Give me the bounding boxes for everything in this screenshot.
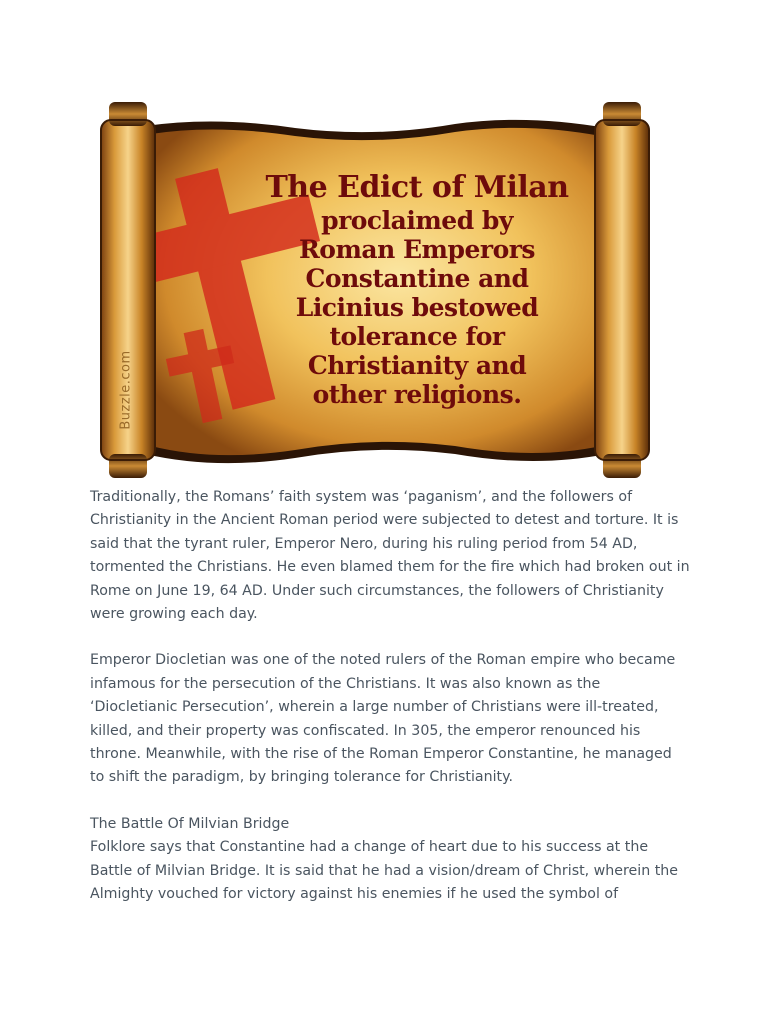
scroll-line: Licinius bestowed [295, 293, 539, 322]
article-paragraph: Traditionally, the Romans’ faith system was ‘paganism’, and the followers of Christianity in the Ancient Roman period were subjected to detest and torture. It is said that the tyrant ruler, Emperor Nero, during his ruling period from 54 AD, tormented the Christians. He even blamed them for the fire which had broken out in Rome on June 19, 64 AD. Under such circumstances, the followers of Christianity were growing each day. [90, 489, 690, 623]
watermark-text: Buzzle.com [118, 350, 134, 430]
article-paragraph: Folklore says that Constantine had a change of heart due to his success at the Battle of Milvian Bridge. It is said that he had a vision/dream of Christ, wherein the Almighty vouched for victory against his enemies if he used the symbol of [90, 839, 678, 903]
buzzle-watermark [110, 340, 142, 440]
scroll-line: other religions. [312, 380, 522, 409]
scroll-line: Christianity and [307, 351, 527, 380]
scroll-line: tolerance for [329, 322, 505, 351]
scroll-line: Roman Emperors [299, 235, 535, 264]
article-body [90, 486, 690, 907]
section-heading: The Battle Of Milvian Bridge [90, 815, 290, 832]
scroll-title-text [258, 170, 576, 409]
right-scroll-roll [595, 102, 649, 478]
scroll-line: proclaimed by [321, 206, 513, 235]
article-paragraph: Emperor Diocletian was one of the noted rulers of the Roman empire who became infamous for the persecution of the Christians. It was also known as the ‘Diocletianic Persecution’, wherein a large number of Christians were ill-treated, killed, and their property was confiscated. In 305, the emperor renounced his throne. Meanwhile, with the rise of the Roman Emperor Constantine, he managed to shift the paradigm, by bringing tolerance for Christianity. [90, 652, 676, 786]
scroll-line: Constantine and [305, 264, 529, 293]
scroll-headline: The Edict of Milan [265, 170, 569, 205]
